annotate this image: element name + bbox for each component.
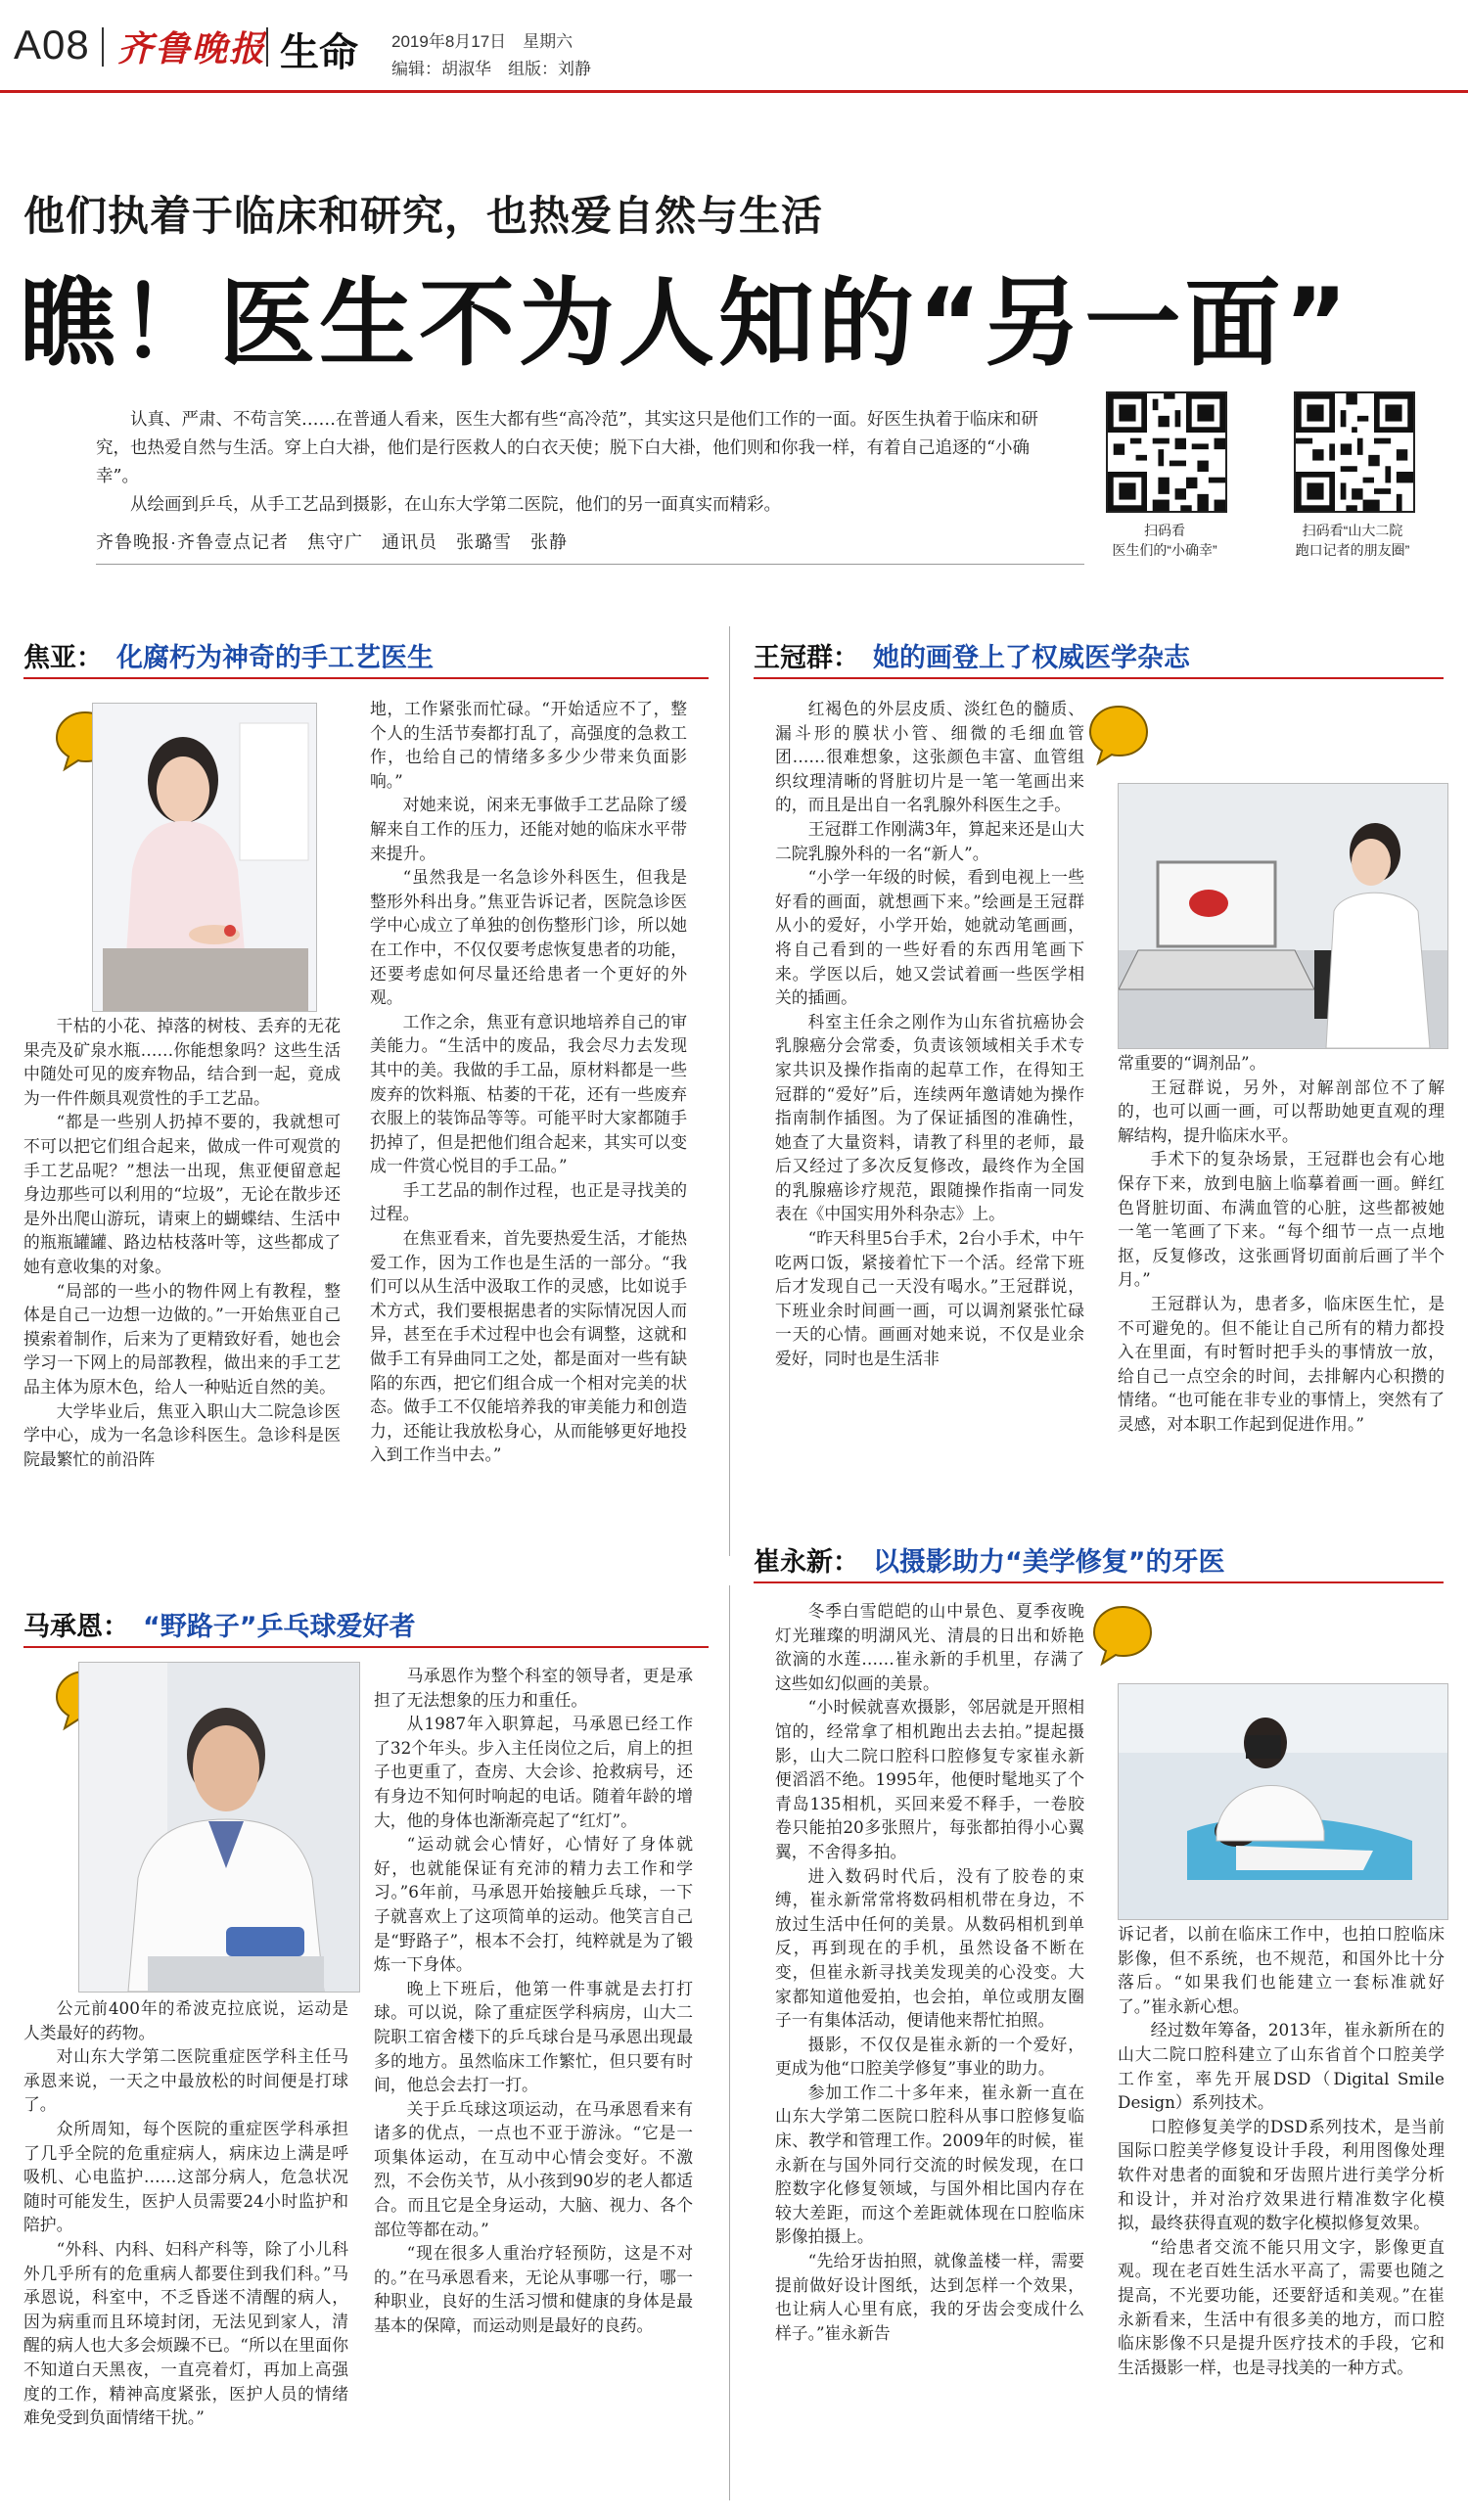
section-rule xyxy=(754,1581,1444,1583)
qr-code-pattern xyxy=(1108,393,1225,511)
section-rule xyxy=(23,677,709,679)
paragraph: 对山东大学第二医院重症医学科主任马承恩来说，一天之中最放松的时间便是打球了。 xyxy=(23,2046,348,2115)
column-divider xyxy=(729,626,730,1556)
paragraph: 口腔修复美学的DSD系列技术，是当前国际口腔美学修复设计手段，利用图像处理软件对患者的面貌和牙齿照片进行美学分析和设计，并对治疗效果进行精准数字化模拟，最终获得直观的数字化模拟修复效果。 xyxy=(1118,2116,1445,2233)
qr-caption: 扫码看“山大二院 跑口记者的朋友圈” xyxy=(1295,523,1410,558)
qr-code-icon[interactable] xyxy=(1294,391,1415,513)
photo-wang-guanqun xyxy=(1118,783,1448,1049)
doctor-name: 王冠群： xyxy=(754,643,859,673)
paragraph: 冬季白雪皑皑的山中景色、夏季夜晚灯光璀璨的明湖风光、清晨的日出和娇艳欲滴的水莲……崔永新的手机里，存满了这些如幻似画的美景。 xyxy=(775,1601,1084,1693)
paragraph: 诉记者，以前在临床工作中，也拍口腔临床影像，但不系统，也不规范，和国外比十分落后。“如果我们也能建立一套标准就好了。”崔永新心想。 xyxy=(1118,1924,1445,2016)
qr-code-pattern xyxy=(1296,393,1413,511)
paragraph: “小时候就喜欢摄影，邻居就是开照相馆的，经常拿了相机跑出去去拍。”提起摄影，山大二院口腔科口腔修复专家崔永新便滔滔不绝。1995年，他便时髦地买了个青岛135相机，买回来爱不释手，一卷胶卷只能拍20多张照片，每张都拍得小心翼翼，不舍得多拍。 xyxy=(775,1697,1084,1861)
page-number: A08 xyxy=(14,22,90,68)
paragraph: 王冠群工作刚满3年，算起来还是山大二院乳腺外科的一名“新人”。 xyxy=(775,818,1084,863)
article-column xyxy=(374,1664,693,2338)
dental-photo-illustration xyxy=(1119,1684,1447,1919)
section-rule xyxy=(23,1646,709,1648)
section-header-jiao xyxy=(23,636,434,674)
article-column xyxy=(23,1014,341,1471)
lead-paragraph: 从绘画到乒乓，从手工艺品到摄影，在山东大学第二医院，他们的另一面真实而精彩。 xyxy=(130,495,781,515)
lead-rule xyxy=(96,564,1084,565)
paragraph: 地，工作紧张而忙碌。“开始适应不了，整个人的生活节奏都打乱了，高强度的急救工作，也给自己的情绪多多少少带来负面影响。” xyxy=(370,699,687,791)
paragraph: 干枯的小花、掉落的树枝、丢弃的无花果壳及矿泉水瓶……你能想象吗？这些生活中随处可见的废弃物品，结合到一起，竟成为一件件颇具观赏性的手工艺品。 xyxy=(23,1016,341,1108)
paragraph: “虽然我是一名急诊外科医生，但我是整形外科出身。”焦亚告诉记者，医院急诊医学中心成立了单独的创伤整形门诊，所以她在工作中，不仅仅要考虑恢复患者的功能，还要考虑如何尽量还给患者一个更好的外观。 xyxy=(370,867,687,1008)
editor-credits: 编辑：胡淑华 组版：刘静 xyxy=(391,60,591,78)
section-title: 她的画登上了权威医学杂志 xyxy=(873,643,1190,673)
lead-paragraphs xyxy=(96,406,1065,520)
article-column xyxy=(775,697,1084,1371)
article-column xyxy=(775,1599,1084,2345)
paragraph: 手工艺品的制作过程，也正是寻找美的过程。 xyxy=(370,1179,687,1224)
paragraph: “局部的一些小的物件网上有教程，整体是自己一边想一边做的。”一开始焦亚自己摸索着制作，后来为了更精致好看，她也会学习一下网上的局部教程，做出来的手工艺品主体为原木色，给人一种贴近自然的美。 xyxy=(23,1280,341,1397)
speech-bubble-icon xyxy=(1088,1601,1157,1670)
section-header-ma xyxy=(23,1605,416,1643)
paragraph: 王冠群说，另外，对解剖部位不了解的，也可以画一画，可以帮助她更直观的理解结构，提升临床水平。 xyxy=(1118,1077,1445,1145)
section-rule xyxy=(754,677,1444,679)
paragraph: 手术下的复杂场景，王冠群也会有心地保存下来，放到电脑上临摹着画一画。鲜红色肾脏切面、布满血管的心脏，这些都被她一笔一笔画了下来。“每个细节一点一点地抠，反复修改，这张画肾切面前后画了半个月。” xyxy=(1118,1149,1445,1290)
masthead-divider xyxy=(266,27,268,67)
section-title: 化腐朽为神奇的手工艺医生 xyxy=(116,643,434,673)
paragraph: 晚上下班后，他第一件事就是去打打球。可以说，除了重症医学科病房，山大二院职工宿舍楼下的乒乓球台是马承恩出现最多的地方。虽然临床工作繁忙，但只要有时间，他总会去打一打。 xyxy=(374,1978,693,2095)
paragraph: 经过数年筹备，2013年，崔永新所在的山大二院口腔科建立了山东省首个口腔美学工作室，率先开展DSD（Digital Smile Design）系列技术。 xyxy=(1118,2020,1445,2113)
paragraph: 公元前400年的希波克拉底说，运动是人类最好的药物。 xyxy=(23,1998,348,2042)
paragraph: “现在很多人重治疗轻预防，这是不对的。”在马承恩看来，无论从事哪一行，哪一种职业，良好的生活习惯和健康的身体是最基本的保障，而运动则是最好的良药。 xyxy=(374,2243,693,2336)
paragraph: “给患者交流不能只用文字，影像更直观。现在老百姓生活水平高了，需要也随之提高，不光要功能，还要舒适和美观。”在崔永新看来，生活中有很多美的地方，而口腔临床影像不只是提升医疗技术的手段，它和生活摄影一样，也是寻找美的一种方式。 xyxy=(1118,2236,1445,2377)
masthead-rule xyxy=(0,90,1468,93)
section-header-cui xyxy=(754,1540,1225,1579)
byline: 齐鲁晚报·齐鲁壹点记者 焦守广 通讯员 张璐雪 张静 xyxy=(96,532,568,552)
photo-cui-yongxin xyxy=(1118,1683,1448,1920)
doctor-name: 马承恩： xyxy=(23,1612,129,1642)
paragraph: 工作之余，焦亚有意识地培养自己的审美能力。“生活中的废品，我会尽力去发现其中的美。我做的手工品，原材料都是一些废弃的饮料瓶、枯萎的干花，还有一些废弃衣服上的装饰品等等。可能平时大家都随手扔掉了，但是把他们组合起来，其实可以变成一件赏心悦目的手工品。” xyxy=(370,1011,687,1176)
paragraph: “运动就会心情好，心情好了身体就好，也就能保证有充沛的精力去工作和学习。”6年前，马承恩开始接触乒乓球，一下子就喜欢上了这项简单的运动。他笑言自己是“野路子”，根本不会打，纯粹就是为了锻炼一下身体。 xyxy=(374,1834,693,1975)
paragraph: 进入数码时代后，没有了胶卷的束缚，崔永新常常将数码相机带在身边，不放过生活中任何的美景。从数码相机到单反，再到现在的手机，虽然设备不断在变，但崔永新寻找美发现美的心没变。大家都知道他爱拍，也会拍，单位或朋友圈子一有集体活动，便请他来帮忙拍照。 xyxy=(775,1865,1084,2031)
paragraph: 参加工作二十多年来，崔永新一直在山东大学第二医院口腔科从事口腔修复临床、教学和管理工作。2009年的时候，崔永新在与国外同行交流的时候发现，在口腔数字化修复领域，与国外相比国内存在较大差距，而这个差距就体现在口腔临床影像拍摄上。 xyxy=(775,2082,1084,2247)
paragraph: “都是一些别人扔掉不要的，我就想可不可以把它们组合起来，做成一件可观赏的手工艺品呢？”想法一出现，焦亚便留意起身边那些可以利用的“垃圾”，无论在散步还是外出爬山游玩，请柬上的蝴蝶结、生活中的瓶瓶罐罐、路边枯枝落叶等，这些都成了她有意收集的对象。 xyxy=(23,1112,341,1276)
drawing-scene-illustration xyxy=(1119,784,1447,1048)
main-headline: 瞧！医生不为人知的“另一面” xyxy=(20,268,1352,380)
paragraph: 科室主任余之刚作为山东省抗癌协会乳腺癌分会常委，负责该领域相关手术专家共识及操作指南的起草工作，在得知王冠群的“爱好”后，连续两年邀请她为操作指南制作插图。为了保证插图的准确性，她查了大量资料，请教了科里的老师，最后又经过了多次反复修改，最终作为全国的乳腺癌诊疗规范，跟随操作指南一同发表在《中国实用外科杂志》上。 xyxy=(775,1011,1084,1224)
section-title: “野路子”乒乓球爱好者 xyxy=(143,1612,416,1642)
photo-jiao-ya xyxy=(92,703,317,1012)
section-header-wang xyxy=(754,636,1190,674)
paragraph: “外科、内科、妇科产科等，除了小儿科外几乎所有的危重病人都要住到我们科。”马承恩说，科室中，不乏昏迷不清醒的病人，因为病重而且环境封闭，无法见到家人，清醒的病人也大多会烦躁不已。“所以在里面你不知道白天黑夜，一直亮着灯，再加上高强度的工作，精神高度紧张，医护人员的情绪难免受到负面情绪干扰。” xyxy=(23,2238,348,2428)
paragraph: “昨天科里5台手术，2台小手术，中午吃两口饭，紧接着忙下一个活。经常下班后才发现自己一天没有喝水。”王冠群说，下班业余时间画一画，可以调剂紧张忙碌一天的心情。画画对她来说，不仅是业余爱好，同时也是生活非 xyxy=(775,1228,1084,1369)
paragraph: 在焦亚看来，首先要热爱生活，才能热爱工作，因为工作也是生活的一部分。“我们可以从生活中汲取工作的灵感，比如说手术方式，我们要根据患者的实际情况因人而异，甚至在手术过程中也会有调整，这就和做手工有异曲同工之处，都是面对一些有缺陷的东西，把它们组合成一个相对完美的状态。做手工不仅能培养我的审美能力和创造力，还能让我放松身心，从而能够更好地投入到工作当中去。” xyxy=(370,1228,687,1465)
paragraph: 马承恩作为整个科室的领导者，更是承担了无法想象的压力和重任。 xyxy=(374,1666,693,1710)
qr-caption: 扫码看 医生们的“小确幸” xyxy=(1112,523,1217,558)
paragraph: 王冠群认为，患者多，临床医生忙，是不可避免的。但不能让自己所有的精力都投入在里面，有时暂时把手头的事情放一放，给自己一点空余的时间，去排解内心积攒的情绪。“也可能在非专业的事情上，突然有了灵感，对本职工作起到促进作用。” xyxy=(1118,1293,1445,1434)
article-column xyxy=(23,1996,348,2430)
paragraph: 对她来说，闲来无事做手工艺品除了缓解来自工作的压力，还能对她的临床水平带来提升。 xyxy=(370,795,687,863)
doctor-name: 崔永新： xyxy=(754,1547,859,1578)
paragraph: “先给牙齿拍照，就像盖楼一样，需要提前做好设计图纸，达到怎样一个效果，也让病人心里有底，我的牙齿会变成什么样子。”崔永新告 xyxy=(775,2251,1084,2343)
section-title: 以摄影助力“美学修复”的牙医 xyxy=(873,1547,1225,1578)
newspaper-logo: 齐鲁晚报 xyxy=(117,28,267,69)
paragraph: “小学一年级的时候，看到电视上一些好看的画面，就想画下来。”绘画是王冠群从小的爱好，小学开始，她就动笔画画，将自己看到的一些好看的东西用笔画下来。学医以后，她又尝试着画一些医学相关的插画。 xyxy=(775,867,1084,1008)
doctor-name: 焦亚： xyxy=(23,643,103,673)
paragraph: 大学毕业后，焦亚入职山大二院急诊医学中心，成为一名急诊科医生。急诊科是医院最繁忙的前沿阵 xyxy=(23,1400,341,1469)
lead-paragraph: 认真、严肃、不苟言笑……在普通人看来，医生大都有些“高冷范”，其实这只是他们工作的一面。好医生执着于临床和研究，也热爱自然与生活。穿上白大褂，他们是行医救人的白衣天使；脱下白大褂，他们则和你我一样，有着自己追逐的“小确幸”。 xyxy=(96,410,1038,486)
column-divider xyxy=(729,1585,730,2500)
sub-headline: 他们执着于临床和研究，也热爱自然与生活 xyxy=(23,192,824,240)
qr-code-icon[interactable] xyxy=(1106,391,1227,513)
portrait-illustration xyxy=(93,704,316,1011)
paragraph: 摄影，不仅仅是崔永新的一个爱好，更成为他“口腔美学修复”事业的助力。 xyxy=(775,2034,1084,2079)
paragraph: 众所周知，每个医院的重症医学科承担了几乎全院的危重症病人，病床边上满是呼吸机、心电监护……这部分病人，危急状况随时可能发生，医护人员需要24小时监护和陪护。 xyxy=(23,2118,348,2235)
article-column xyxy=(1118,1922,1445,2379)
article-column xyxy=(370,697,687,1467)
speech-bubble-icon xyxy=(1084,701,1153,769)
masthead-divider xyxy=(102,27,104,67)
issue-date: 2019年8月17日 星期六 xyxy=(391,32,573,51)
article-column xyxy=(1118,1051,1445,1437)
paragraph: 从1987年入职算起，马承恩已经工作了32个年头。步入主任岗位之后，肩上的担子也更重了，查房、大会诊、抢救病号，还有身边不知何时响起的电话。随着年龄的增大，他的身体也渐渐亮起了“红灯”。 xyxy=(374,1714,693,1830)
section-name: 生命 xyxy=(280,29,358,75)
photo-ma-chengen xyxy=(78,1662,360,1993)
portrait-illustration xyxy=(79,1663,359,1992)
paragraph: 红褐色的外层皮质、淡红色的髓质、漏斗形的膜状小管、细微的毛细血管团……很难想象，这张颜色丰富、血管组织纹理清晰的肾脏切片是一笔一笔画出来的，而且是出自一名乳腺外科医生之手。 xyxy=(775,699,1084,815)
paragraph: 关于乒乓球这项运动，在马承恩看来有诸多的优点，一点也不亚于游泳。“它是一项集体运动，在互动中心情会变好。不激烈，不会伤关节，从小孩到90岁的老人都适合。而且它是全身运动，大脑、视力、各个部位等都在动。” xyxy=(374,2098,693,2239)
paragraph: 常重要的“调剂品”。 xyxy=(1118,1053,1266,1073)
